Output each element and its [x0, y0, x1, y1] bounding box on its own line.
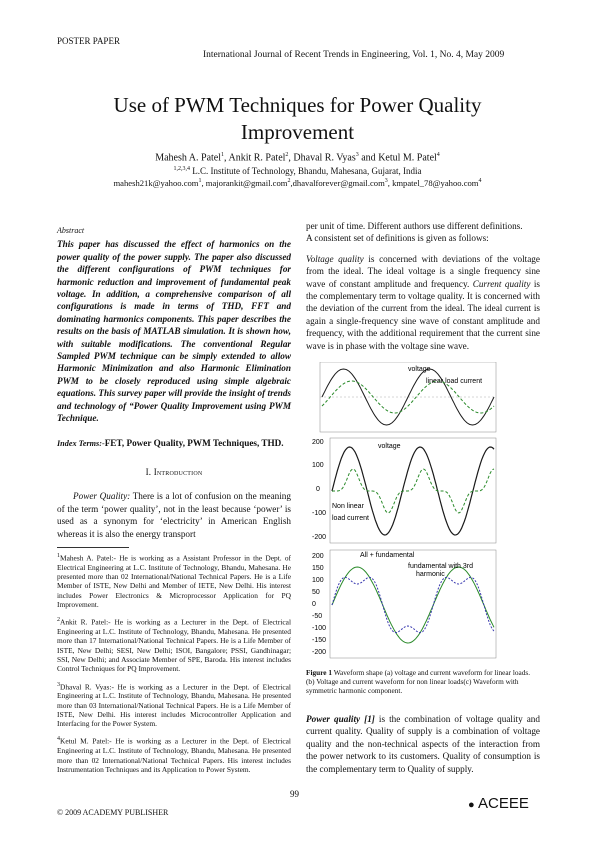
nonlinear-label: Non linear — [332, 503, 364, 510]
email-sup: 1 — [198, 178, 202, 185]
definitions-paragraph — [306, 253, 540, 352]
power-quality-paragraph — [306, 713, 540, 775]
footnote-text: Ketul M. Patel:- He is working as a Lecturer in the Dept. of Electrical Engineering at L.C. Institute of Technology, Bhandu, Mahesana. He presented more than 02 International/National Technical Papers. His interest includes Instrumentation Techniques and its Application to Power System. — [57, 736, 291, 774]
author-separator: and — [358, 152, 379, 164]
paper-title: Use of PWM Techniques for Power Quality Improvement — [113, 93, 482, 144]
email: , kmpatel_78@yahoo.com — [387, 178, 479, 188]
footnote — [57, 616, 291, 673]
footnote — [57, 681, 291, 729]
paragraph: A consistent set of definitions is given as follows: — [306, 233, 489, 244]
author-separator: , — [288, 152, 294, 164]
tick-label: -100 — [312, 510, 327, 517]
section-number: I. — [145, 466, 154, 477]
footnote-sup: 2 — [57, 617, 60, 624]
all-fundamental-label: All + fundamental — [360, 552, 415, 559]
footnote-text: Mahesh A. Patel:- He is working as a Assistant Professor in the Dept. of Electrical Engineering at L.C. Institute of Technology, Bhandu, Mahesana. He presented more than 02 International/National Technical Papers. He is a Life Member of ISTE, New Delhi and Member of IETE, New Delhi. His interest includes Power Electronics & Microprocessor Application for PQ Improvement. — [57, 553, 291, 609]
power-quality-term: Power quality [1] — [306, 714, 375, 724]
intro-lead: Power Quality: — [73, 491, 131, 502]
email-sup: 4 — [478, 178, 482, 185]
abstract-text: This paper has discussed the effect of harmonics on the power quality of the power supply. The paper also discussed the different configurations of PWM techniques for harmonic reduction and improvement of fundamental peak voltage. In addition, a comprehensive comparison of all configurations is made in terms of THD, FFT and dominating harmonics components. This paper describes the results on the basis of MATLAB simulation. It is shown how, with suitable modifications. The conventional Regular Sampled PWM technique can be simply extended to allow Harmonic Minimization and also Harmonic Elimination PWM to be closely reproduced using simple algebraic equations. This survey paper will provide the insight of trends and technology of “Power Quality Improvement using PWM Technique. — [57, 239, 291, 424]
email: mahesh21k@yahoo.com — [113, 178, 199, 188]
left-column — [57, 225, 291, 540]
footnote — [57, 735, 291, 774]
tick-label: -150 — [312, 637, 327, 644]
email: ,dhavalforever@gmail.com — [290, 178, 385, 188]
plot-c — [312, 550, 496, 658]
plot-b — [312, 438, 496, 543]
journal-header: International Journal of Recent Trends in Engineering, Vol. 1, No. 4, May 2009 — [203, 50, 505, 60]
author-list — [60, 152, 535, 163]
tick-label: -200 — [312, 534, 327, 541]
email-sup: 2 — [287, 178, 291, 185]
tick-label: 50 — [312, 589, 320, 596]
waveform-figure — [312, 362, 498, 662]
index-terms-label: Index Terms:- — [57, 438, 105, 448]
section-title: Introduction — [153, 466, 203, 477]
author-name: Mahesh A. Patel — [155, 152, 222, 164]
harmonic-label: harmonic — [416, 571, 445, 578]
section-heading — [57, 466, 291, 478]
abstract-label: Abstract — [57, 226, 85, 235]
author-sup: 3 — [355, 152, 359, 158]
voltage-quality-text: is concerned with deviations of the voltage from the ideal. The ideal voltage is a single frequency sine wave of constant amplitude and frequency. — [306, 253, 540, 289]
page-number: 99 — [290, 789, 299, 799]
copyright: © 2009 ACADEMY PUBLISHER — [57, 808, 169, 817]
email-sup: 3 — [384, 178, 388, 185]
tick-label: 200 — [312, 553, 324, 560]
footnote-sup: 4 — [57, 736, 60, 743]
intro-text: There is a lot of confusion on the meaning of the term ‘power quality’, not in the least because ‘power’ is used as a synonym for ‘electricity’ in American English whereas it is also the energy transport — [57, 491, 291, 539]
current-quality-text: is the complementary term to voltage quality. It is concerned with the deviation of the current from the ideal. The ideal current is again a single-frequency sine wave of constant amplitude and frequency, with the additional requirement that the current sine wave is in phase with the voltage sine wave. — [306, 278, 540, 351]
tick-label: -100 — [312, 625, 327, 632]
voltage-quality-term: Voltage quality — [306, 253, 364, 264]
author-sup: 1 — [221, 152, 225, 158]
affiliation-sup: 1,2,3,4 — [173, 166, 190, 172]
email: , majorankit@gmail.com — [201, 178, 288, 188]
tick-label: 0 — [312, 601, 316, 608]
author-name: Ankit R. Patel — [228, 152, 286, 164]
right-column — [306, 220, 540, 352]
tick-label: 150 — [312, 565, 324, 572]
plot-a — [320, 362, 496, 432]
load-current-label: load current — [332, 515, 369, 522]
current-quality-term: Current quality — [472, 278, 531, 289]
aceee-logo: ● ACEEE — [468, 795, 529, 812]
affiliation — [60, 166, 535, 176]
intro-paragraph — [57, 490, 291, 540]
tick-label: 100 — [312, 577, 324, 584]
fundamental-label: fundamental with 3rd — [408, 563, 473, 570]
footnote-sup: 1 — [57, 553, 60, 559]
author-sup: 4 — [436, 152, 440, 158]
power-quality-text: is the combination of voltage quality and current quality. Quality of supply is a combination of voltage quality and the non-technical aspects of the interaction from the power network to its customers. Quality of consumption is the complementary term to Quality of supply. — [306, 714, 540, 774]
index-terms-text: FET, Power Quality, PWM Techniques, THD. — [104, 437, 284, 448]
figure-caption-text: Waveform shape (a) voltage and current waveform for linear loads. (b) Voltage and current waveform for non linear loads(c) Waveform with symmetric harmonic component. — [306, 668, 531, 696]
aceee-logo-text: ACEEE — [478, 795, 529, 812]
tick-label: -200 — [312, 649, 327, 656]
figure-caption — [306, 668, 540, 696]
tick-label: 200 — [312, 439, 324, 446]
footnote — [57, 552, 291, 609]
footnote-text: Dhaval R. Vyas:- He is working as a Lecturer in the Dept. of Electrical Engineering at L.C. Institute of Technology, Bhandu, Mahesana. He presented more than 03 International/National Technical Papers. He is a Life Member of ISTE, New Delhi. His interest includes Microcontroller Application and Interfacing for the Power System. — [57, 681, 291, 729]
footnote-divider — [57, 547, 129, 548]
footnotes — [57, 552, 291, 781]
author-name: Dhaval R. Vyas — [293, 152, 356, 164]
tick-label: 100 — [312, 462, 324, 469]
voltage-label: voltage — [378, 443, 401, 450]
voltage-label: voltage — [408, 366, 431, 373]
author-name: Ketul M. Patel — [378, 152, 437, 164]
footnote-text: Ankit R. Patel:- He is working as a Lecturer in the Dept. of Electrical Engineering at L.C. Institute of Technology, Bhandu, Mahesana. He presented more than 17 International/National Technical Papers. He is a Life Member of ISTE, New Delhi; SESI, New Delhi; ISOI, Bangalore; PSSI, Gandhinagar; SSI, New Delhi; and Associate Member of SPE, Baroda. His interest includes Control Techniques for PQ Improvement. — [57, 617, 291, 674]
author-separator: , — [224, 152, 229, 164]
tick-label: -50 — [312, 613, 323, 620]
poster-paper-label: POSTER PAPER — [57, 36, 120, 46]
figure-caption-label: Figure 1 — [306, 668, 333, 677]
footnote-sup: 3 — [57, 681, 60, 688]
index-terms — [57, 437, 291, 450]
current-label: linear load current — [426, 378, 483, 385]
tick-label: 0 — [316, 486, 320, 493]
paragraph: per unit of time. Different authors use different definitions. — [306, 221, 523, 231]
affiliation-text: L.C. Institute of Technology, Bhandu, Mahesana, Gujarat, India — [189, 166, 422, 176]
email-list — [60, 178, 535, 188]
author-sup: 2 — [285, 152, 289, 158]
